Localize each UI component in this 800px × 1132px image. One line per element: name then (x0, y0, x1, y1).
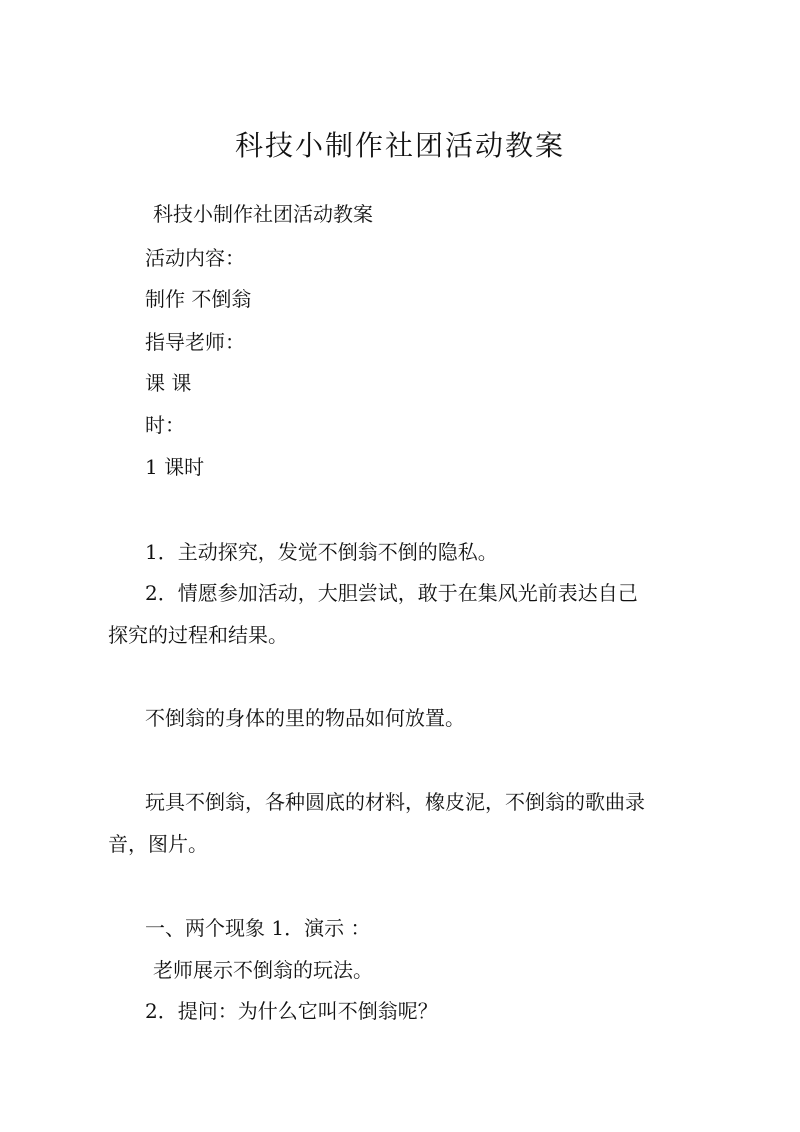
materials-text: 玩具不倒翁，各种圆底的材料，橡皮泥，不倒翁的歌曲录 (145, 790, 645, 814)
instructor-label: 指导老师： (145, 330, 245, 354)
document-title: 科技小制作社团活动教案 (234, 129, 565, 162)
subtitle-line: 科技小制作社团活动教案 (153, 202, 373, 226)
objective-item-2-continued: 探究的过程和结果。 (108, 623, 288, 647)
activity-content-label: 活动内容： (145, 246, 245, 270)
activity-content-value: 制作 不倒翁 (145, 287, 252, 311)
class-hours-label-part1: 课 课 (145, 371, 192, 395)
key-point-text: 不倒翁的身体的里的物品如何放置。 (145, 706, 465, 730)
materials-text-continued: 音，图片。 (108, 832, 208, 856)
process-step-demo: 老师展示不倒翁的玩法。 (153, 958, 373, 982)
class-hours-label-part2: 时： (145, 413, 185, 437)
process-section-heading: 一、两个现象 1．演示 ： (145, 916, 371, 940)
class-hours-value: 1 课时 (145, 455, 205, 479)
objective-item-2: 2．情愿参加活动，大胆尝试，敢于在集风光前表达自己 (145, 581, 638, 605)
objective-item-1: 1．主动探究，发觉不倒翁不倒的隐私。 (145, 540, 498, 564)
process-step-question: 2．提问：为什么它叫不倒翁呢？ (145, 999, 438, 1023)
